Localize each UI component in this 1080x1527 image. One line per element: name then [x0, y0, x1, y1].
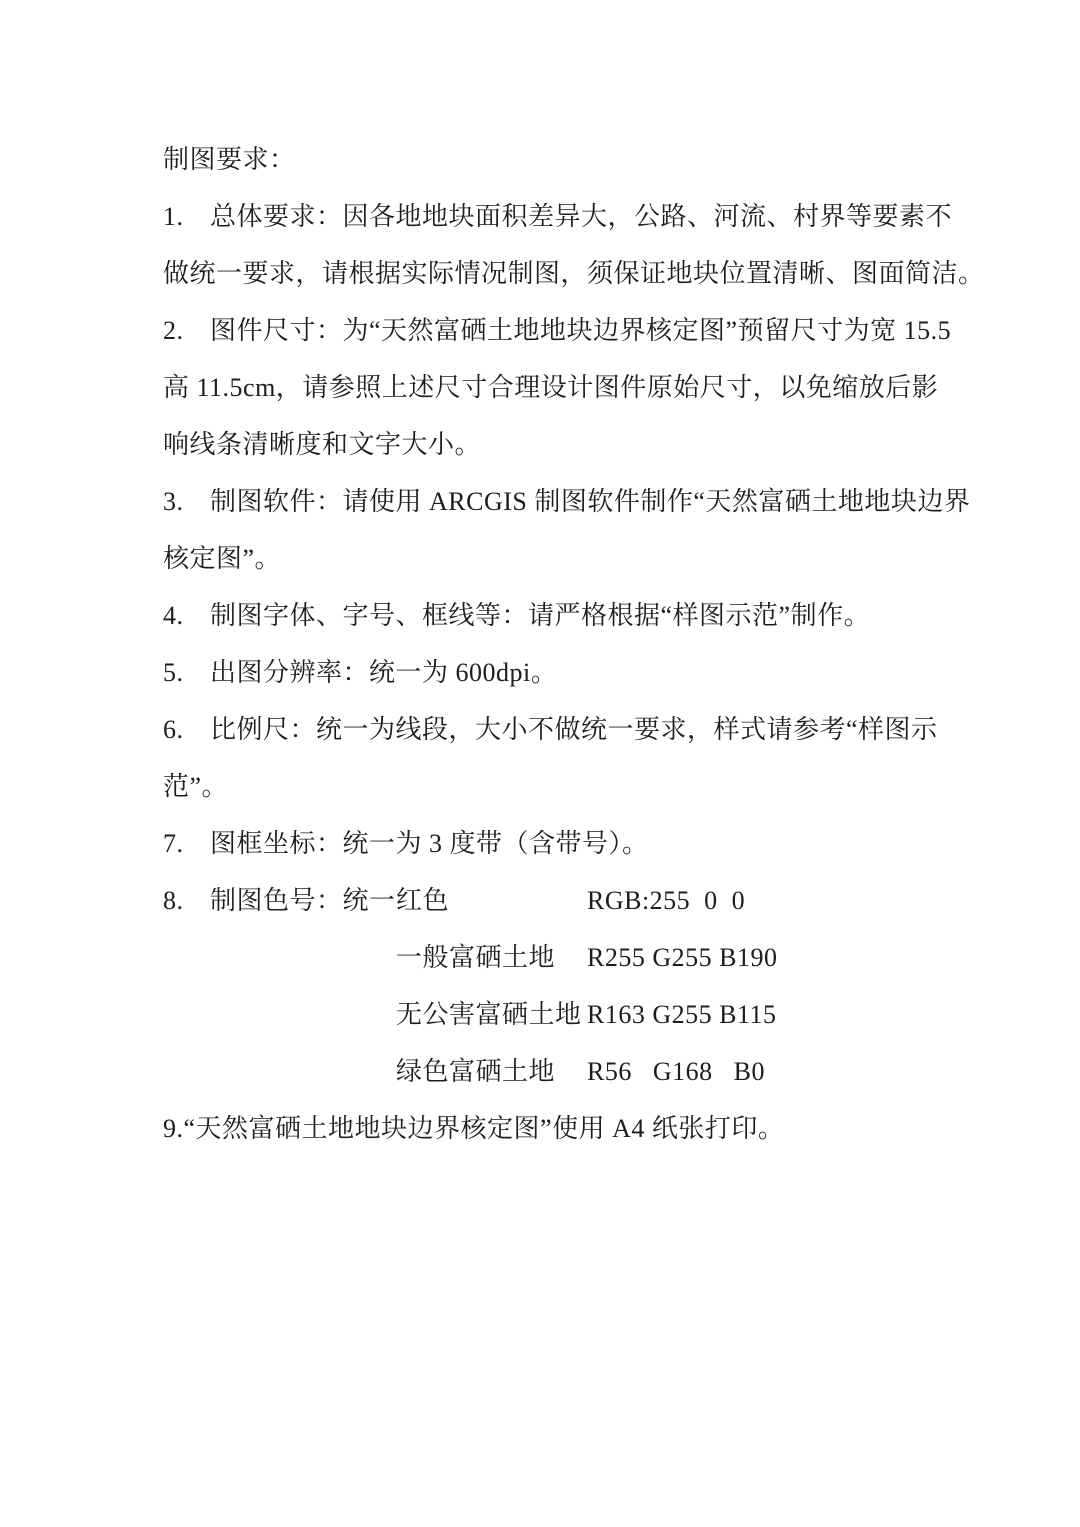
- color-spec-prefix: 8. 制图色号：统一: [163, 886, 396, 915]
- requirement-6-line-1: 6. 比例尺：统一为线段，大小不做统一要求，样式请参考“样图示: [163, 715, 938, 744]
- requirement-2-line-1: 2. 图件尺寸：为“天然富硒土地地块边界核定图”预留尺寸为宽 15.5: [163, 316, 952, 345]
- requirement-3-line-2: 核定图”。: [163, 544, 282, 573]
- requirement-2-line-2: 高 11.5cm，请参照上述尺寸合理设计图件原始尺寸，以免缩放后影: [163, 373, 939, 402]
- requirement-7-line-1: 7. 图框坐标：统一为 3 度带（含带号）。: [163, 829, 649, 858]
- document-content: [163, 131, 985, 1157]
- color-spec-row-pollution-free: [163, 986, 973, 1043]
- color-spec-rgb-value: RGB:255 0 0: [587, 886, 746, 915]
- requirement-9-line-1: 9.“天然富硒土地地块边界核定图”使用 A4 纸张打印。: [163, 1114, 785, 1143]
- color-spec-rgb-value: R163 G255 B115: [587, 1000, 777, 1029]
- color-spec-rgb-value: R255 G255 B190: [587, 943, 778, 972]
- color-spec-row-general: [163, 929, 973, 986]
- requirement-3-line-1: 3. 制图软件：请使用 ARCGIS 制图软件制作“天然富硒土地地块边界: [163, 487, 971, 516]
- requirement-1-line-1: 1. 总体要求：因各地地块面积差异大，公路、河流、村界等要素不: [163, 202, 953, 231]
- color-spec-label: 无公害富硒土地: [396, 1000, 582, 1029]
- color-spec-row-green: [163, 1043, 973, 1100]
- color-spec-label: 绿色富硒土地: [396, 1057, 556, 1086]
- requirement-1-line-2: 做统一要求，请根据实际情况制图，须保证地块位置清晰、图面简洁。: [163, 259, 985, 288]
- color-spec-row-red: [163, 872, 973, 929]
- color-spec-label: 红色: [396, 886, 450, 915]
- requirement-5-line-1: 5. 出图分辨率：统一为 600dpi。: [163, 658, 558, 687]
- doc-title: 制图要求：: [163, 145, 296, 174]
- requirement-2-line-3: 响线条清晰度和文字大小。: [163, 430, 482, 459]
- requirement-4-line-1: 4. 制图字体、字号、框线等：请严格根据“样图示范”制作。: [163, 601, 871, 630]
- color-spec-label: 一般富硒土地: [396, 943, 556, 972]
- requirement-6-line-2: 范”。: [163, 772, 229, 801]
- color-spec-rgb-value: R56 G168 B0: [587, 1057, 765, 1086]
